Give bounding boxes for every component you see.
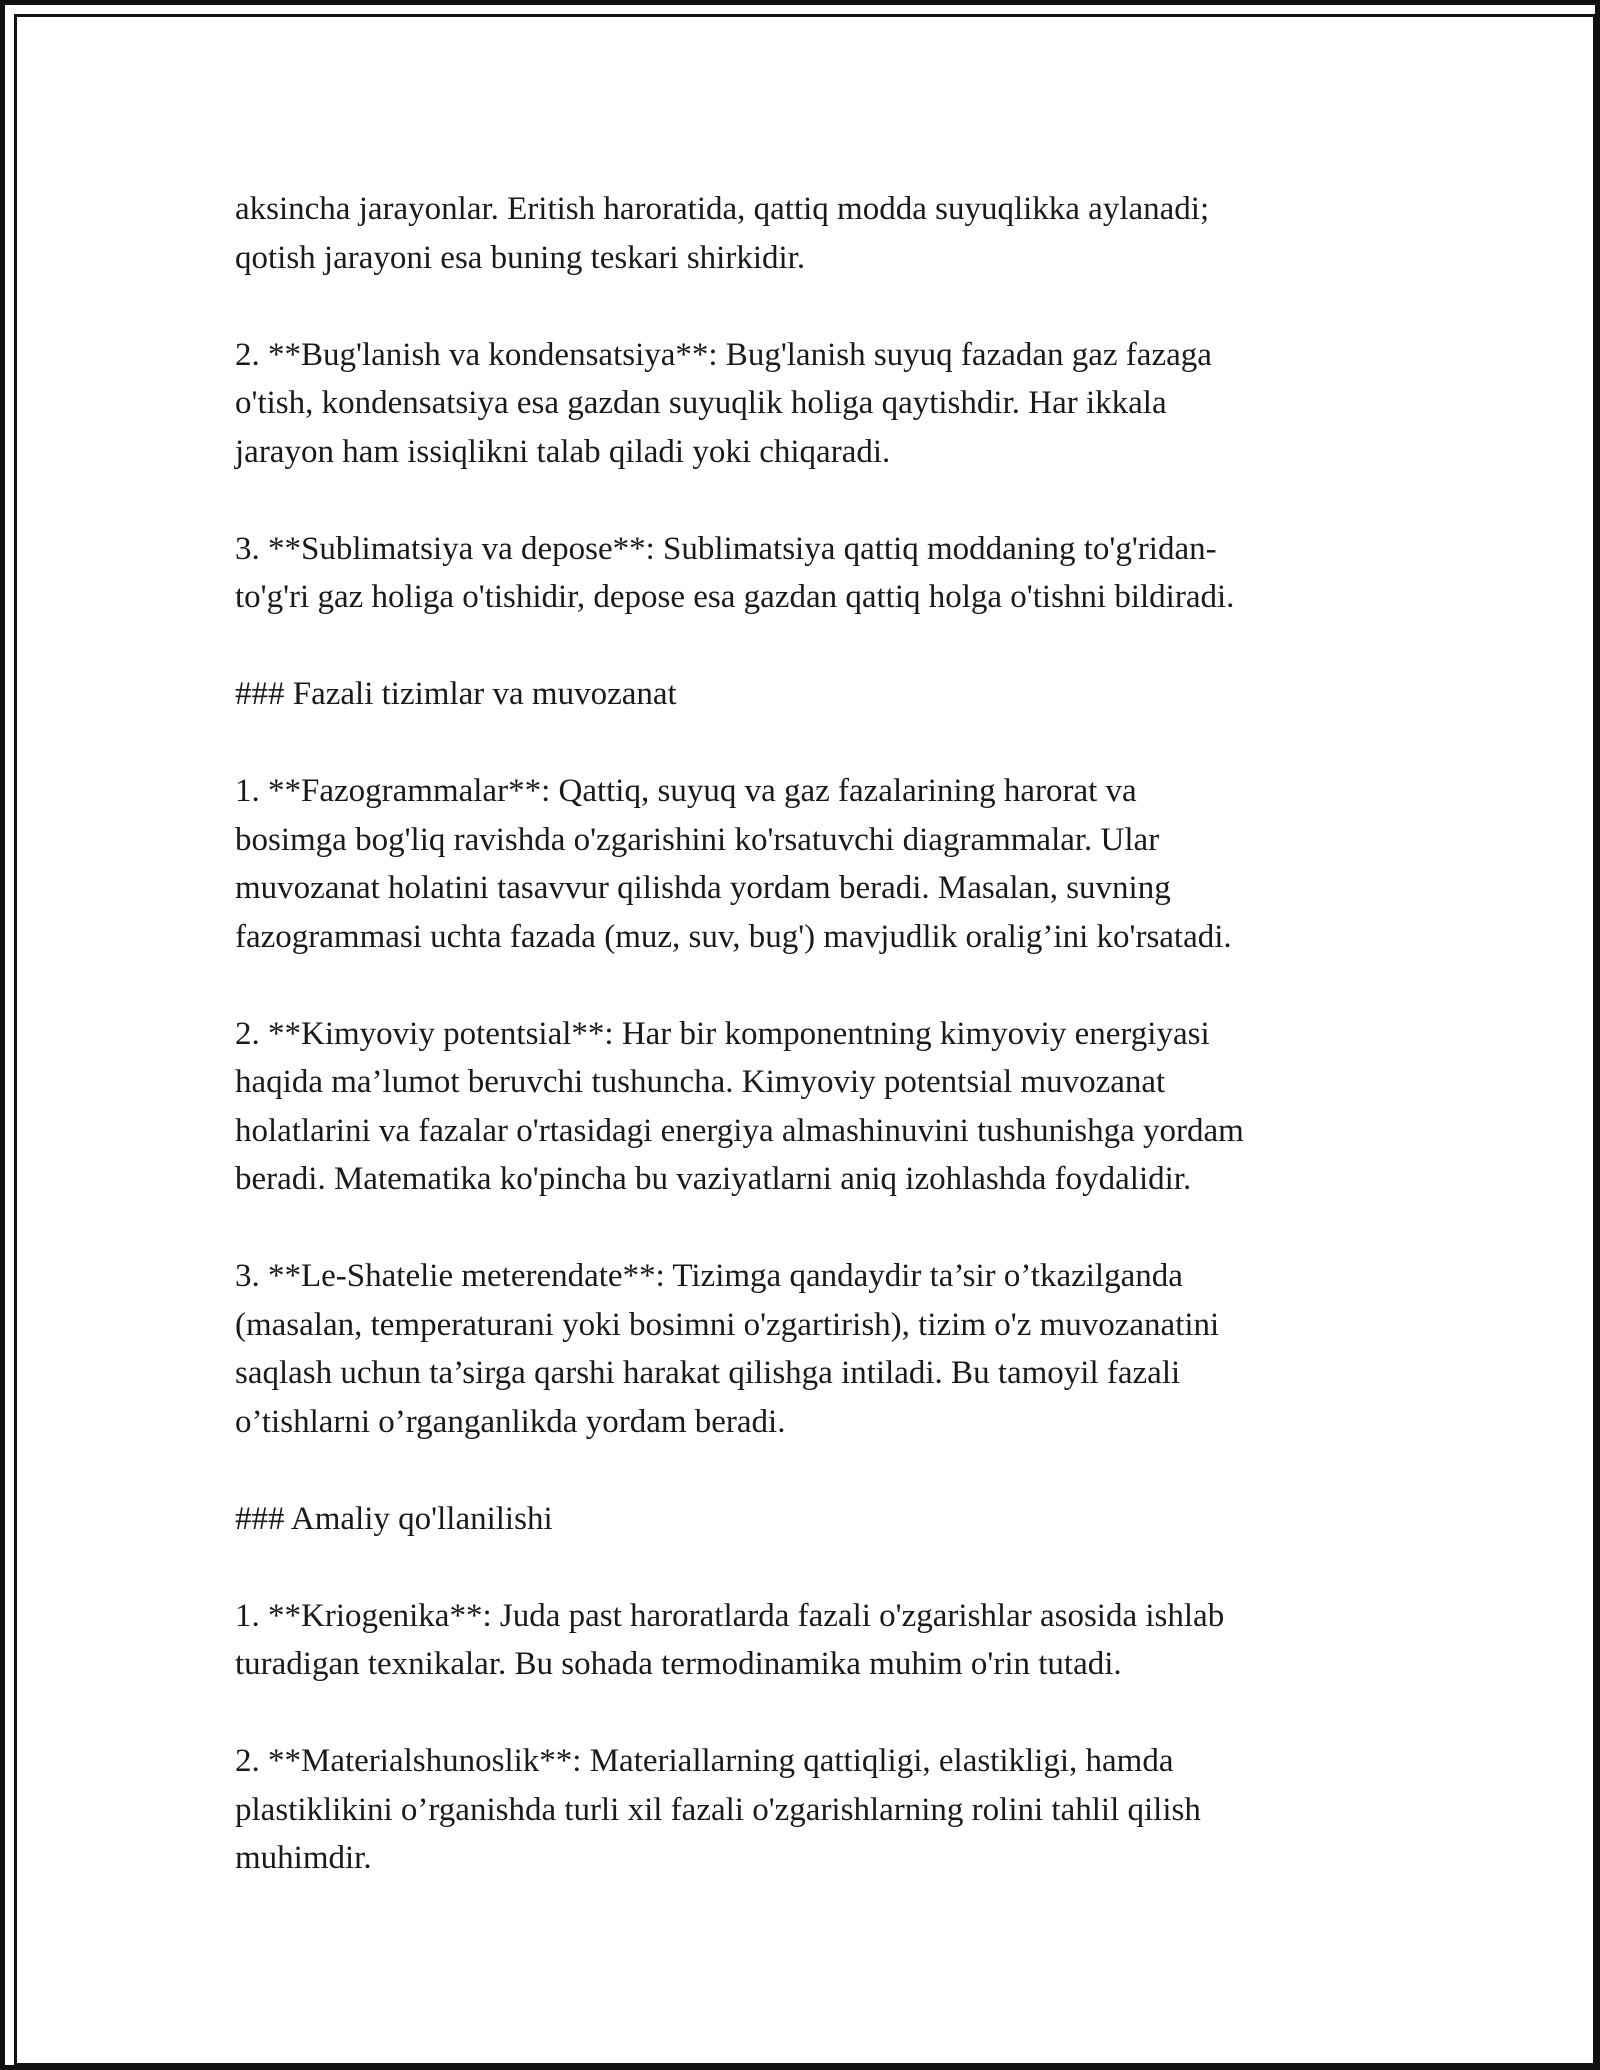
list-item-phase-diagrams — [235, 767, 1375, 961]
text-line: 1. **Kriogenika**: Juda past haroratlarda fazali o'zgarishlar asosida ishlab — [235, 1597, 1225, 1634]
text-line: 2. **Kimyoviy potentsial**: Har bir komponentning kimyoviy energiyasi — [235, 1015, 1210, 1052]
text-line: 3. **Le-Shatelie meterendate**: Tizimga qandaydir ta’sir o’tkazilganda — [235, 1258, 1183, 1294]
heading-line: ### Fazali tizimlar va muvozanat — [235, 676, 677, 712]
text-line: muvozanat holatini tasavvur qilishda yordam beradi. Masalan, suvning — [235, 870, 1171, 906]
list-item-chemical-potential — [235, 1010, 1375, 1204]
text-line: haqida ma’lumot beruvchi tushuncha. Kimyoviy potentsial muvozanat — [235, 1064, 1166, 1100]
list-item-evaporation-condensation — [235, 331, 1375, 477]
text-line: 2. **Bug'lanish va kondensatsiya**: Bug'lanish suyuq fazadan gaz fazaga — [235, 336, 1212, 373]
list-item-le-chatelier — [235, 1252, 1375, 1446]
text-line: to'g'ri gaz holiga o'tishidir, depose esa gazdan qattiq holga o'tishni bildiradi. — [235, 579, 1235, 615]
list-item-cryogenics — [235, 1592, 1375, 1689]
text-line: muhimdir. — [235, 1840, 372, 1876]
text-line: 2. **Materialshunoslik**: Materiallarning qattiqligi, elastikligi, hamda — [235, 1743, 1174, 1779]
text-line: turadigan texnikalar. Bu sohada termodinamika muhim o'rin tutadi. — [235, 1646, 1122, 1682]
text-line: saqlash uchun ta’sirga qarshi harakat qilishga intiladi. Bu tamoyil fazali — [235, 1355, 1181, 1391]
list-item-sublimation-deposition — [235, 525, 1375, 622]
paragraph-phase-transition-continuation — [235, 185, 1375, 282]
section-heading-practical-applications — [235, 1495, 1375, 1544]
text-line: 3. **Sublimatsiya va depose**: Sublimatsiya qattiq moddaning to'g'ridan- — [235, 530, 1217, 567]
text-line: holatlarini va fazalar o'rtasidagi energiya almashinuvini tushunishga yordam — [235, 1112, 1244, 1149]
text-line: bosimga bog'liq ravishda o'zgarishini ko'rsatuvchi diagrammalar. Ular — [235, 821, 1160, 858]
text-line: (masalan, temperaturani yoki bosimni o'zgartirish), tizim o'z muvozanatini — [235, 1306, 1220, 1343]
text-line: plastiklikini o’rganishda turli xil fazali o'zgarishlarning rolini tahlil qilish — [235, 1791, 1201, 1828]
text-line: o’tishlarni o’rganganlikda yordam beradi. — [235, 1403, 786, 1440]
text-line: aksincha jarayonlar. Eritish haroratida, qattiq modda suyuqlikka aylanadi; — [235, 191, 1210, 227]
heading-line: ### Amaliy qo'llanilishi — [235, 1500, 553, 1537]
text-line: beradi. Matematika ko'pincha bu vaziyatlarni aniq izohlashda foydalidir. — [235, 1161, 1192, 1197]
section-heading-phase-systems — [235, 670, 1375, 719]
text-line: 1. **Fazogrammalar**: Qattiq, suyuq va gaz fazalarining harorat va — [235, 773, 1137, 809]
text-line: jarayon ham issiqlikni talab qiladi yoki chiqaradi. — [235, 433, 891, 470]
list-item-materials-science — [235, 1737, 1375, 1883]
text-line: o'tish, kondensatsiya esa gazdan suyuqlik holiga qaytishdir. Har ikkala — [235, 385, 1167, 421]
text-line: fazogrammasi uchta fazada (muz, suv, bug') mavjudlik oralig’ini ko'rsatadi. — [235, 918, 1232, 955]
text-line: qotish jarayoni esa buning teskari shirkidir. — [235, 239, 806, 276]
document-body — [235, 185, 1375, 1883]
